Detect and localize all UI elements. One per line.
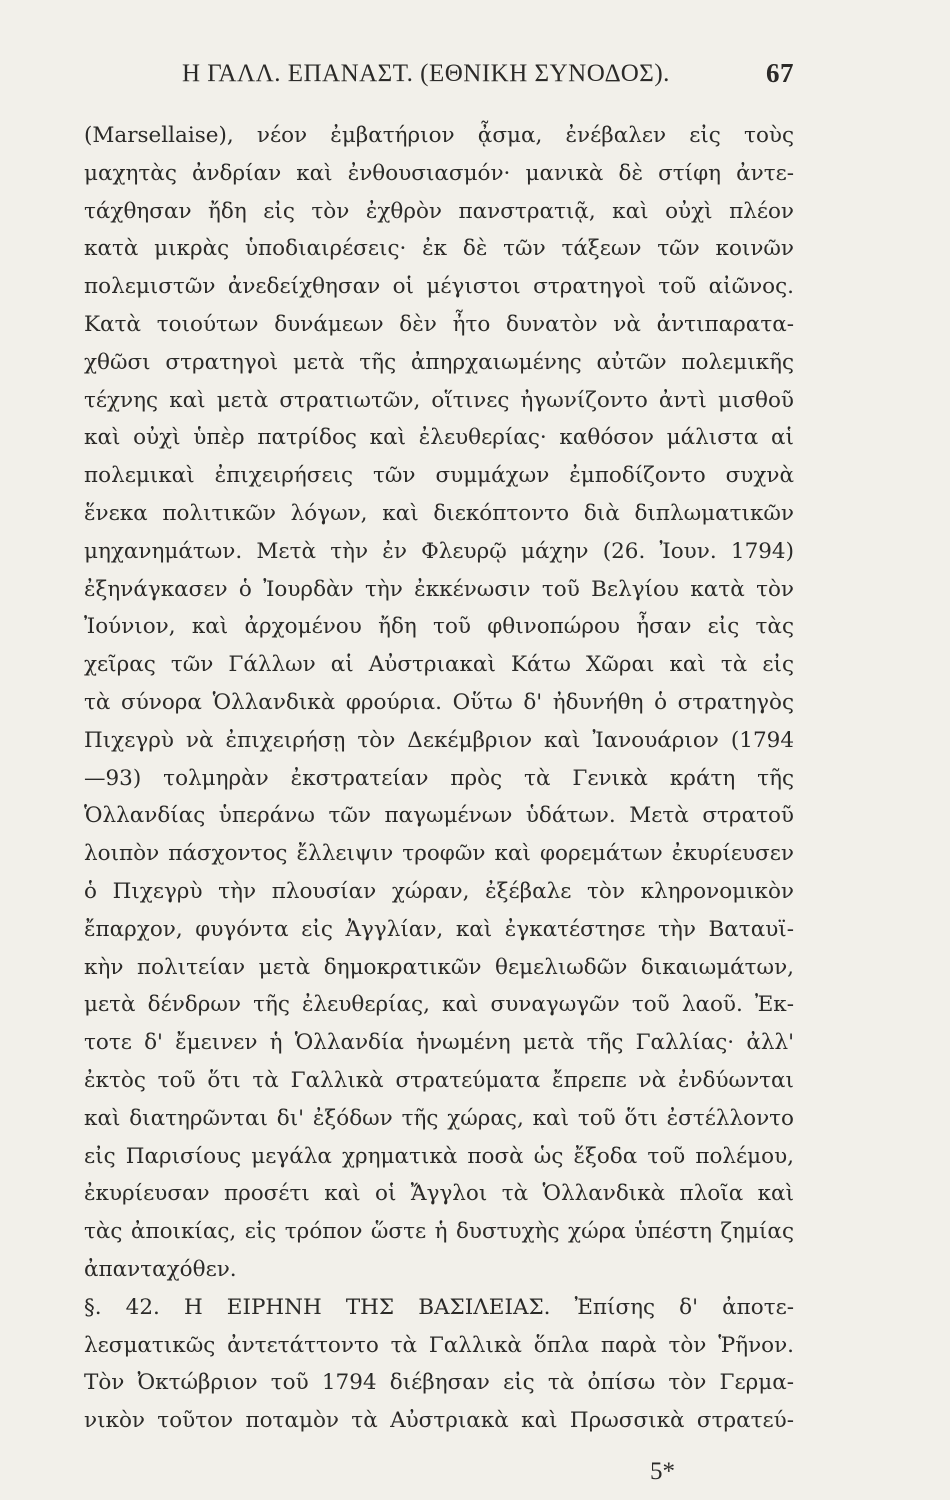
running-head: [182, 60, 794, 96]
text-line: Κατὰ τοιούτων δυνάμεων δὲν ἦτο δυνατὸν νὰ ἀντιπαρατα-: [84, 312, 794, 337]
text-line: νικὸν τοῦτον ποταμὸν τὰ Αὐστριακὰ καὶ Πρωσσικὰ στρατεύ-: [84, 1408, 794, 1434]
text-line: ἐξηνάγκασεν ὁ Ἰουρδὰν τὴν ἐκκένωσιν τοῦ Βελγίου κατὰ τὸν: [84, 576, 794, 602]
text-line: τοτε δ' ἔμεινεν ἡ Ὁλλανδία ἡνωμένη μετὰ τῆς Γαλλίας· ἀλλ': [84, 1030, 794, 1056]
text-line: μηχανημάτων. Μετὰ τὴν ἐν Φλευρῷ μάχην (26. Ἰουν. 1794): [84, 538, 794, 564]
text-line: τὰς ἀποικίας, εἰς τρόπον ὥστε ἡ δυστυχὴς χώρα ὑπέστη ζημίας: [84, 1219, 794, 1245]
text-line: λοιπὸν πάσχοντος ἔλλειψιν τροφῶν καὶ φορεμάτων ἐκυρίευσεν: [84, 841, 794, 867]
signature-mark: 5*: [650, 1458, 675, 1485]
text-line: τέχνης καὶ μετὰ στρατιωτῶν, οἵτινες ἠγωνίζοντο ἀντὶ μισθοῦ: [84, 387, 794, 413]
text-line: χθῶσι στρατηγοὶ μετὰ τῆς ἀπηρχαιωμένης αὐτῶν πολεμικῆς: [84, 349, 794, 375]
text-line: ἀπανταχόθεν.: [84, 1257, 237, 1282]
text-line: τάχθησαν ἤδη εἰς τὸν ἐχθρὸν πανστρατιᾷ, καὶ οὐχὶ πλέον: [84, 198, 794, 224]
text-line: Ἰούνιον, καὶ ἀρχομένου ἤδη τοῦ φθινοπώρου ἦσαν εἰς τὰς: [84, 614, 794, 640]
text-line: εἰς Παρισίους μεγάλα χρηματικὰ ποσὰ ὡς ἔξοδα τοῦ πολέμου,: [84, 1143, 794, 1169]
page-number: 67: [766, 58, 794, 88]
text-line: ἐκτὸς τοῦ ὅτι τὰ Γαλλικὰ στρατεύματα ἔπρεπε νὰ ἐνδύωνται: [84, 1068, 794, 1093]
text-line: πολεμικαὶ ἐπιχειρήσεις τῶν συμμάχων ἐμποδίζοντο συχνὰ: [84, 463, 794, 489]
text-line: χεῖρας τῶν Γάλλων αἱ Αὐστριακαὶ Κάτω Χῶραι καὶ τὰ εἰς: [84, 652, 794, 678]
text-line: Τὸν Ὀκτώβριον τοῦ 1794 διέβησαν εἰς τὰ ὀπίσω τὸν Γερμα-: [84, 1370, 794, 1396]
text-line: Ὁλλανδίας ὑπεράνω τῶν παγωμένων ὑδάτων. Μετὰ στρατοῦ: [84, 803, 794, 829]
text-line: ὁ Πιχεγρὺ τὴν πλουσίαν χώραν, ἐξέβαλε τὸν κληρονομικὸν: [84, 879, 794, 904]
text-line: μετὰ δένδρων τῆς ἐλευθερίας, καὶ συναγωγῶν τοῦ λαοῦ. Ἐκ-: [84, 992, 794, 1018]
text-line: πολεμιστῶν ἀνεδείχθησαν οἱ μέγιστοι στρατηγοὶ τοῦ αἰῶνος.: [84, 274, 794, 300]
text-line: —93) τολμηρὰν ἐκστρατείαν πρὸς τὰ Γενικὰ κράτη τῆς: [84, 765, 794, 791]
text-line: καὶ διατηρῶνται δι' ἐξόδων τῆς χώρας, καὶ τοῦ ὅτι ἐστέλλοντο: [84, 1105, 794, 1131]
text-line: λεσματικῶς ἀντετάττοντο τὰ Γαλλικὰ ὅπλα παρὰ τὸν Ῥῆνον.: [84, 1332, 794, 1358]
text-line: μαχητὰς ἀνδρίαν καὶ ἐνθουσιασμόν· μανικὰ δὲ στίφη ἀντε-: [84, 160, 794, 186]
text-line: κὴν πολιτείαν μετὰ δημοκρατικῶν θεμελιωδῶν δικαιωμάτων,: [84, 954, 794, 980]
text-line: Πιχεγρὺ νὰ ἐπιχειρήσῃ τὸν Δεκέμβριον καὶ Ἰανουάριον (1794: [84, 727, 794, 753]
text-line: ἐκυρίευσαν προσέτι καὶ οἱ Ἄγγλοι τὰ Ὁλλανδικὰ πλοῖα καὶ: [84, 1181, 794, 1207]
text-line: τὰ σύνορα Ὁλλανδικὰ φρούρια. Οὕτω δ' ἠδυνήθη ὁ στρατηγὸς: [84, 690, 794, 715]
text-line: ἔπαρχον, φυγόντα εἰς Ἀγγλίαν, καὶ ἐγκατέστησε τὴν Βαταυϊ-: [84, 916, 794, 942]
running-title: Η ΓΑΛΛ. ΕΠΑΝΑΣΤ. (ΕΘΝΙΚΗ ΣΥΝΟΔΟΣ).: [182, 60, 670, 87]
text-line: καὶ οὐχὶ ὑπὲρ πατρίδος καὶ ἐλευθερίας· καθόσον μάλιστα αἱ: [84, 425, 794, 451]
text-line: κατὰ μικρὰς ὑποδιαιρέσεις· ἐκ δὲ τῶν τάξεων τῶν κοινῶν: [84, 236, 794, 262]
text-line: (Marsellaise), νέον ἐμβατήριον ᾆσμα, ἐνέβαλεν εἰς τοὺς: [84, 123, 794, 148]
text-line: ἕνεκα πολιτικῶν λόγων, καὶ διεκόπτοντο διὰ διπλωματικῶν: [84, 501, 794, 526]
text-line: §. 42. Η ΕΙΡΗΝΗ ΤΗΣ ΒΑΣΙΛΕΙΑΣ. Ἐπίσης δ' ἀποτε-: [84, 1294, 794, 1320]
